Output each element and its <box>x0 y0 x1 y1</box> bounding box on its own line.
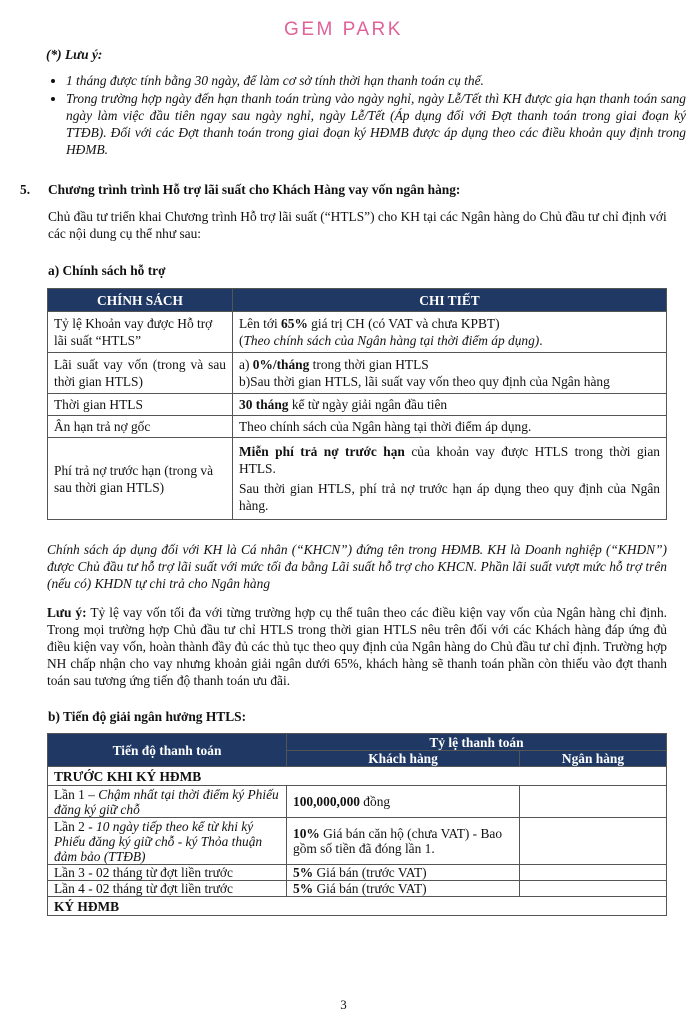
detail-text: Lên tới <box>239 316 282 331</box>
section-intro: Chủ đầu tư triển khai Chương trình Hỗ trợ lãi suất (“HTLS”) cho KH tại các Ngân hàng do Chủ đầu tư chỉ định với các nội dung cụ thể như sau: <box>48 209 667 241</box>
progress-text: Lần 2 - <box>54 818 97 834</box>
policy-cell: Lãi suất vay vốn (trong và sau thời gian HTLS) <box>48 353 233 394</box>
policy-table <box>47 288 667 520</box>
bank-cell <box>520 786 667 818</box>
customer-text: Giá bán căn hộ (chưa VAT) - Bao gồm số tiền đã đóng lần 1. <box>293 826 503 856</box>
section-5-heading <box>20 181 670 198</box>
schedule-table <box>47 733 667 916</box>
section-row <box>48 767 667 786</box>
detail-cell <box>233 394 667 416</box>
bank-cell <box>520 818 667 865</box>
subsection-a-heading: a) Chính sách hỗ trợ <box>48 263 166 278</box>
bank-cell <box>520 881 667 897</box>
customer-bold: 10% <box>293 826 320 841</box>
policy-cell: Phí trả nợ trước hạn (trong và sau thời gian HTLS) <box>48 438 233 520</box>
customer-text: Giá bán (trước VAT) <box>313 865 427 880</box>
progress-cell <box>48 865 287 881</box>
note-label: Lưu ý: <box>47 605 87 620</box>
detail-text: giá trị CH (có VAT và chưa KPBT) <box>307 316 500 331</box>
table-row <box>48 438 667 520</box>
detail-bold: 65% <box>281 316 308 331</box>
section-sign-contract: KÝ HĐMB <box>48 897 667 916</box>
customer-text: đồng <box>359 794 391 809</box>
customer-bold: 100,000,000 <box>293 794 360 809</box>
detail-text: kể từ ngày giải ngân đầu tiên <box>288 397 448 412</box>
loan-note <box>47 604 667 689</box>
table-row <box>48 312 667 353</box>
detail-text: . <box>539 333 543 348</box>
customer-cell <box>287 881 520 897</box>
progress-text: Lần 1 – <box>54 786 99 802</box>
detail-cell <box>233 353 667 394</box>
header-ratio: Tỷ lệ thanh toán <box>287 734 667 751</box>
detail-text: trong thời gian HTLS <box>309 357 429 372</box>
section-title: Chương trình trình Hỗ trợ lãi suất cho Khách Hàng vay vốn ngân hàng: <box>48 182 461 197</box>
detail-bold: Miễn phí trả nợ trước hạn <box>239 444 405 459</box>
header-progress: Tiến độ thanh toán <box>48 734 287 767</box>
table-row <box>48 818 667 865</box>
detail-italic: Theo chính sách của Ngân hàng tại thời điểm áp dụng) <box>243 333 540 348</box>
section-row <box>48 897 667 916</box>
progress-cell <box>48 786 287 818</box>
detail-text: Sau thời gian HTLS, phí trả nợ trước hạn áp dụng theo quy định của Ngân hàng. <box>239 481 660 513</box>
policy-table-header <box>48 289 667 312</box>
section-number: 5. <box>20 182 31 197</box>
table-row <box>48 353 667 394</box>
header-policy: CHÍNH SÁCH <box>48 289 233 312</box>
table-row <box>48 881 667 897</box>
detail-cell <box>233 438 667 520</box>
notes-title: (*) Lưu ý: <box>46 47 103 62</box>
note-text: Tỷ lệ vay vốn tối đa với từng trường hợp cụ thể tuân theo các điều kiện vay vốn của Ngân hàng chỉ định. Trong mọi trường hợp Chủ đầu tư chỉ HTLS trong thời gian HTLS nêu trên đối với các Khách hàng đáp ứng đủ điều kiện vay vốn, hoàn thành đầy đủ các thủ tục theo quy định của Ngân hàng do Chủ đầu tư chỉ định. Trường hợp NH chấp nhận cho vay nhưng khoản giải ngân dưới 65%, khách hàng sẽ thanh toán phần còn thiếu vào đợt thanh toán sau tương ứng tiến độ thanh toán ưu đãi. <box>47 605 667 688</box>
detail-cell <box>233 312 667 353</box>
policy-cell: Ân hạn trả nợ gốc <box>48 416 233 438</box>
detail-bold: 30 tháng <box>239 397 289 412</box>
table-row <box>48 416 667 438</box>
detail-text: ( <box>239 333 244 348</box>
customer-cell <box>287 786 520 818</box>
table-row <box>48 394 667 416</box>
schedule-header-row <box>48 734 667 751</box>
policy-cell: Thời gian HTLS <box>48 394 233 416</box>
table-row <box>48 865 667 881</box>
table-row <box>48 786 667 818</box>
progress-cell <box>48 818 287 865</box>
notes-list <box>46 72 686 159</box>
note-item: • 1 tháng được tính bằng 30 ngày, để làm cơ sở tính thời hạn thanh toán cụ thể. <box>66 72 686 89</box>
gem-park-logo: GEM PARK <box>284 19 403 40</box>
subsection-b-heading: b) Tiến độ giải ngân hưởng HTLS: <box>48 709 247 724</box>
progress-cell <box>48 881 287 897</box>
detail-text: a) <box>239 357 253 372</box>
progress-italic: 10 ngày tiếp theo kể từ khi ký Phiếu đăng ký giữ chỗ - ký Thỏa thuận đảm bảo (TTĐB) <box>54 818 263 864</box>
customer-bold: 5% <box>293 881 314 896</box>
bank-cell <box>520 865 667 881</box>
note-item: • Trong trường hợp ngày đến hạn thanh toán trùng vào ngày nghỉ, ngày Lễ/Tết thì KH được gia hạn thanh toán sang ngày làm việc đầu tiên ngay sau ngày nghỉ, ngày Lễ/Tết (Áp dụng đối với Đợt thanh toán trong giai đoạn ký TTĐB). Đối với các Đợt thanh toán trong giai đoạn ký HĐMB được áp dụng theo các điều khoản quy định trong HĐMB. <box>66 90 686 158</box>
policy-note: Chính sách áp dụng đối với KH là Cá nhân (“KHCN”) đứng tên trong HĐMB. KH là Doanh nghiệp (“KHDN”) được Chủ đầu tư hỗ trợ lãi suất với mức tối đa bằng Lãi suất hỗ trợ cho KHCN. Phần lãi suất vượt mức hỗ trợ trên (nếu có) KHDN tự chi trả cho Ngân hàng <box>47 542 667 591</box>
progress-text: Lần 4 - 02 tháng từ đợt liền trước <box>54 881 233 896</box>
progress-italic: Chậm nhất tại thời điểm ký Phiếu đăng ký giữ chỗ <box>54 786 279 817</box>
detail-text: b)Sau thời gian HTLS, lãi suất vay vốn theo quy định của Ngân hàng <box>239 374 610 389</box>
customer-text: Giá bán (trước VAT) <box>313 881 427 896</box>
page-number: 3 <box>340 997 347 1012</box>
header-customer: Khách hàng <box>287 751 520 767</box>
customer-bold: 5% <box>293 865 314 880</box>
detail-bold: 0%/tháng <box>252 357 310 372</box>
customer-cell <box>287 818 520 865</box>
customer-cell <box>287 865 520 881</box>
header-bank: Ngân hàng <box>520 751 667 767</box>
detail-text: của khoản vay được HTLS trong thời gian HTLS. <box>239 444 660 476</box>
section-before-contract: TRƯỚC KHI KÝ HĐMB <box>48 767 667 786</box>
policy-cell: Tỷ lệ Khoản vay được Hỗ trợ lãi suất “HTLS” <box>48 312 233 353</box>
detail-cell: Theo chính sách của Ngân hàng tại thời điểm áp dụng. <box>233 416 667 438</box>
header-detail: CHI TIẾT <box>233 289 667 312</box>
progress-text: Lần 3 - 02 tháng từ đợt liền trước <box>54 865 233 880</box>
